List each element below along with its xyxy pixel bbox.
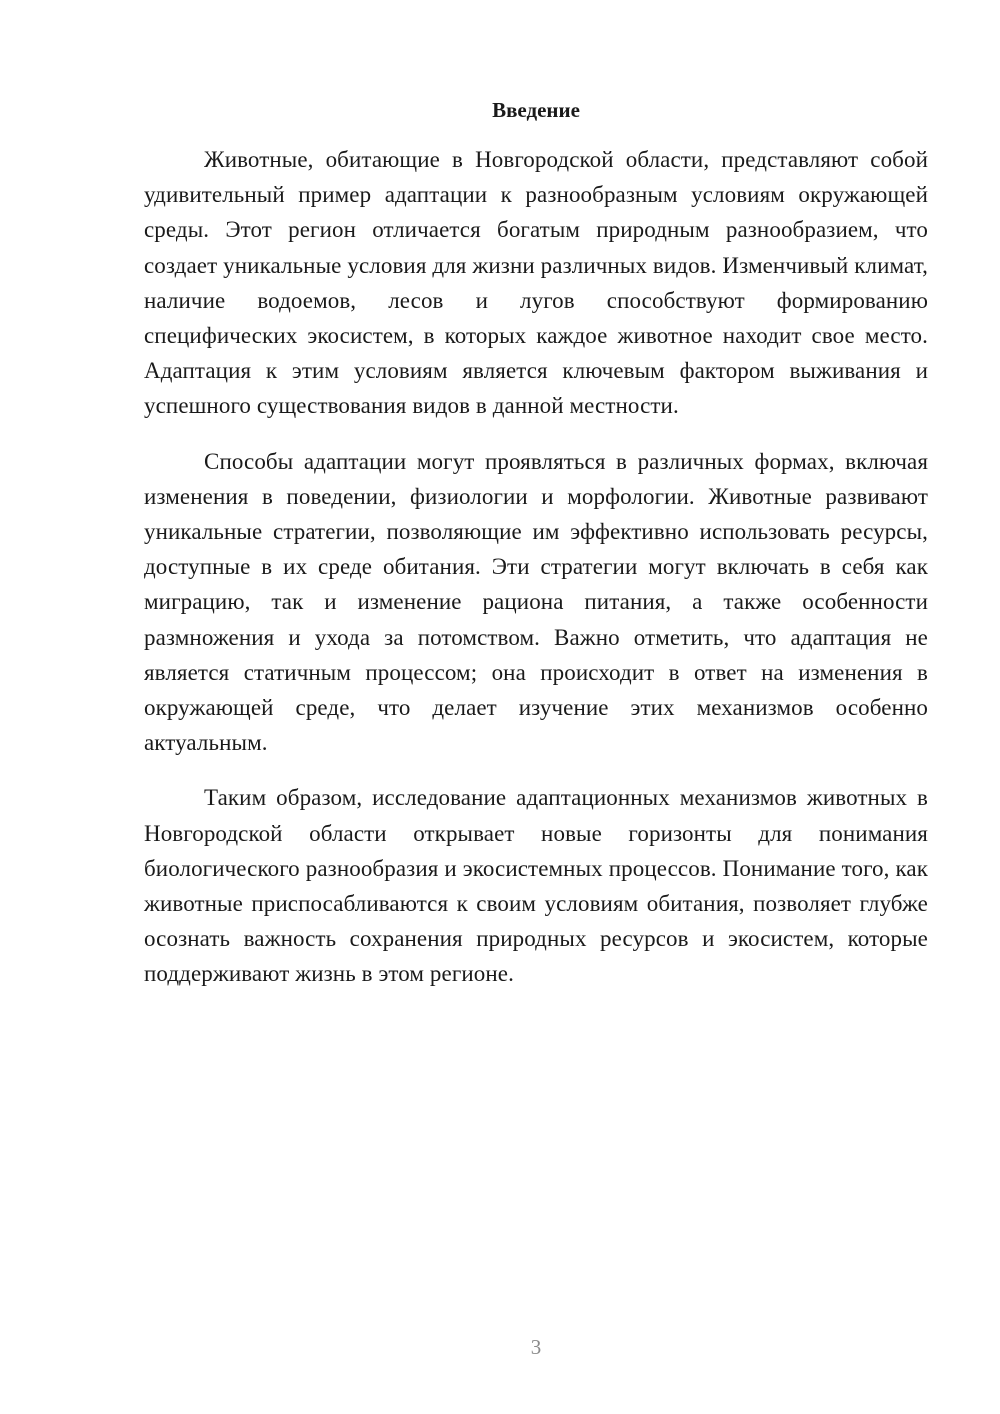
paragraph: Таким образом, исследование адаптационных механизмов животных в Новгородской области открывает новые горизонты для понимания биологического разнообразия и экосистемных процессов. Понимание того, как животные приспосабливаются к своим условиям обитания, позволяет глубже осознать важность сохранения природных ресурсов и экосистем, которые поддерживают жизнь в этом регионе. xyxy=(144,785,928,987)
body-text xyxy=(144,142,928,1012)
paragraph: Способы адаптации могут проявляться в различных формах, включая изменения в поведении, физиологии и морфологии. Животные развивают уникальные стратегии, позволяющие им эффективно использовать ресурсы, доступные в их среде обитания. Эти стратегии могут включать в себя как миграцию, так и изменение рациона питания, а также особенности размножения и ухода за потомством. Важно отметить, что адаптация не является статичным процессом; она происходит в ответ на изменения в окружающей среде, что делает изучение этих механизмов особенно актуальным. xyxy=(144,448,928,756)
section-heading: Введение xyxy=(492,98,580,122)
page-number: 3 xyxy=(530,1335,542,1359)
paragraph: Животные, обитающие в Новгородской области, представляют собой удивительный пример адаптации к разнообразным условиям окружающей среды. Этот регион отличается богатым природным разнообразием, что создает уникальные условия для жизни различных видов. Изменчивый климат, наличие водоемов, лесов и лугов способствуют формированию специфических экосистем, в которых каждое животное находит свое место. Адаптация к этим условиям является ключевым фактором выживания и успешного существования видов в данной местности. xyxy=(144,147,928,419)
